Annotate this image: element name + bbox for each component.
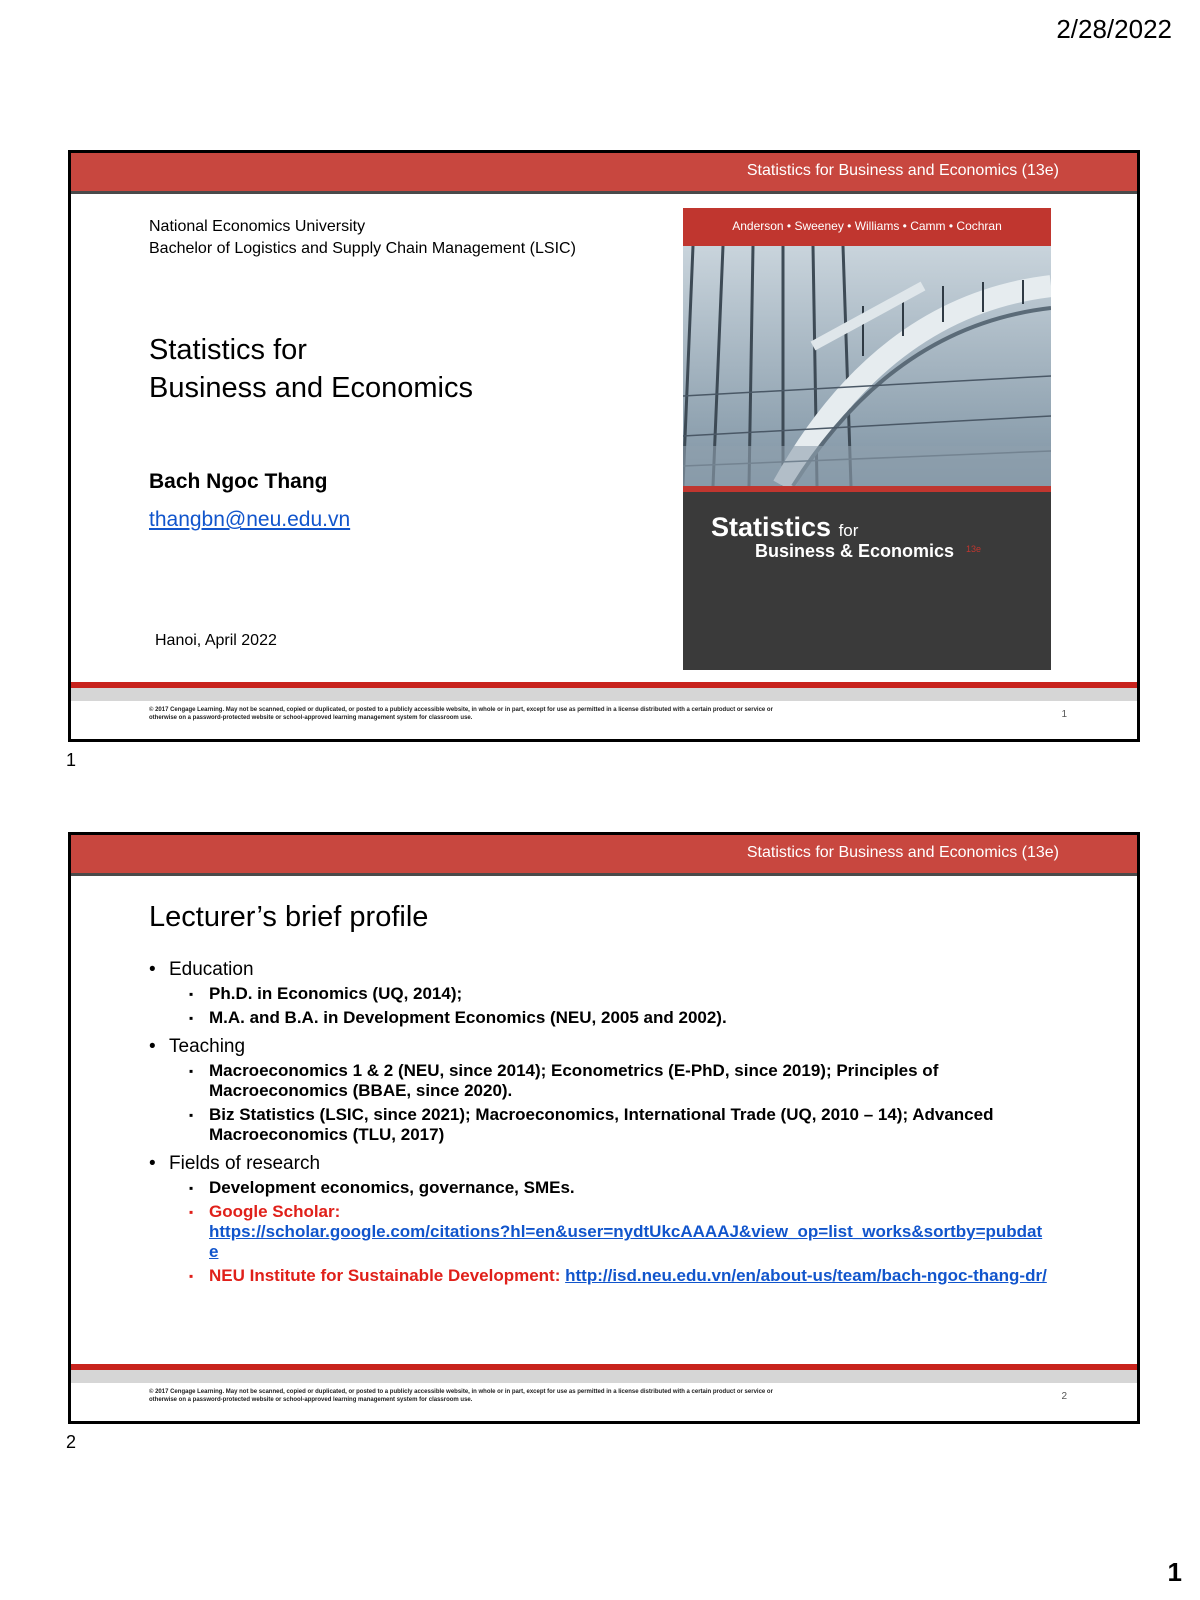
copyright-line-2: otherwise on a password-protected website or school-approved learning management system for classroom use. xyxy=(149,715,473,721)
cover-red-line xyxy=(683,486,1051,492)
footer-gray-band xyxy=(71,688,1137,701)
list-item-research xyxy=(149,1151,1049,1286)
isd-label: NEU Institute for Sustainable Development: xyxy=(209,1266,561,1285)
university-name: National Economics University xyxy=(149,218,366,235)
slide-title xyxy=(149,331,473,407)
cover-title-main xyxy=(711,512,858,543)
university-block xyxy=(149,216,576,260)
slide-heading: Lecturer’s brief profile xyxy=(149,901,429,933)
list-item: ▪ Ph.D. in Economics (UQ, 2014); xyxy=(169,984,1049,1004)
cover-title-sub: Business & Economics xyxy=(755,541,955,561)
cover-title-word: Statistics xyxy=(711,512,832,542)
isd-link[interactable]: http://isd.neu.edu.vn/en/about-us/team/bach-ngoc-thang-dr/ xyxy=(565,1266,1047,1285)
scholar-label: Google Scholar: xyxy=(209,1202,341,1221)
author-email-link[interactable]: thangbn@neu.edu.vn xyxy=(149,508,351,531)
cover-architecture-photo xyxy=(683,246,1051,486)
cover-authors-bar xyxy=(683,208,1051,246)
print-date: 2/28/2022 xyxy=(1056,14,1172,44)
program-name: Bachelor of Logistics and Supply Chain Management (LSIC) xyxy=(149,240,576,257)
section-label: Education xyxy=(169,959,254,980)
slide-2 xyxy=(68,832,1140,1424)
slide-header-band xyxy=(71,835,1137,876)
list-item-teaching xyxy=(149,1034,1049,1145)
list-item: ▪ M.A. and B.A. in Development Economics (NEU, 2005 and 2002). xyxy=(169,1008,1049,1028)
copyright-line-1: © 2017 Cengage Learning. May not be scanned, copied or duplicated, or posted to a publicly accessible website, in whole or in part, except for use as permitted in a license distributed with a certain product or service or xyxy=(149,707,773,713)
slide-index-label: 2 xyxy=(66,1432,77,1452)
title-line-2: Business and Economics xyxy=(149,372,473,404)
slide-number: 2 xyxy=(1061,1391,1067,1402)
profile-list xyxy=(149,957,1049,1292)
list-item-education xyxy=(149,957,1049,1028)
author-name: Bach Ngoc Thang xyxy=(149,470,328,493)
cover-edition: 13e xyxy=(966,544,982,554)
list-item: ▪ Macroeconomics 1 & 2 (NEU, since 2014); Econometrics (E-PhD, since 2019); Principles of Macroeconomics (BBAE, since 2020). xyxy=(169,1061,1049,1101)
list-item-google-scholar xyxy=(169,1202,1049,1262)
slide-index-label: 1 xyxy=(66,750,77,770)
list-item: ▪ Biz Statistics (LSIC, since 2021); Macroeconomics, International Trade (UQ, 2010 – 14); Advanced Macroeconomics (TLU, 2017) xyxy=(169,1105,1049,1145)
list-item-isd xyxy=(169,1266,1049,1286)
page-number: 1 xyxy=(1167,1557,1182,1587)
scholar-link[interactable]: https://scholar.google.com/citations?hl=en&user=nydtUkcAAAAJ&view_op=list_works&sortby=pubdate xyxy=(209,1222,1043,1261)
slide-header-band xyxy=(71,153,1137,194)
slide-header-text: Statistics for Business and Economics (13e) xyxy=(746,162,1059,179)
section-label: Teaching xyxy=(169,1036,246,1057)
copyright-line-1: © 2017 Cengage Learning. May not be scanned, copied or duplicated, or posted to a publicly accessible website, in whole or in part, except for use as permitted in a license distributed with a certain product or service or xyxy=(149,1389,773,1395)
book-cover xyxy=(683,208,1051,670)
copyright-line-2: otherwise on a password-protected website or school-approved learning management system for classroom use. xyxy=(149,1397,473,1403)
cover-authors: Anderson • Sweeney • Williams • Camm • Cochran xyxy=(732,219,1002,233)
title-line-1: Statistics for xyxy=(149,334,307,366)
slide-1 xyxy=(68,150,1140,742)
section-label: Fields of research xyxy=(169,1153,321,1174)
copyright-notice xyxy=(149,706,939,722)
slide-number: 1 xyxy=(1061,709,1067,720)
slide-header-text: Statistics for Business and Economics (13e) xyxy=(746,844,1059,861)
place-date: Hanoi, April 2022 xyxy=(155,632,277,649)
list-item: ▪ Development economics, governance, SMEs. xyxy=(169,1178,1049,1198)
footer-gray-band xyxy=(71,1370,1137,1383)
cover-title-for: for xyxy=(838,521,859,540)
copyright-notice xyxy=(149,1388,939,1404)
